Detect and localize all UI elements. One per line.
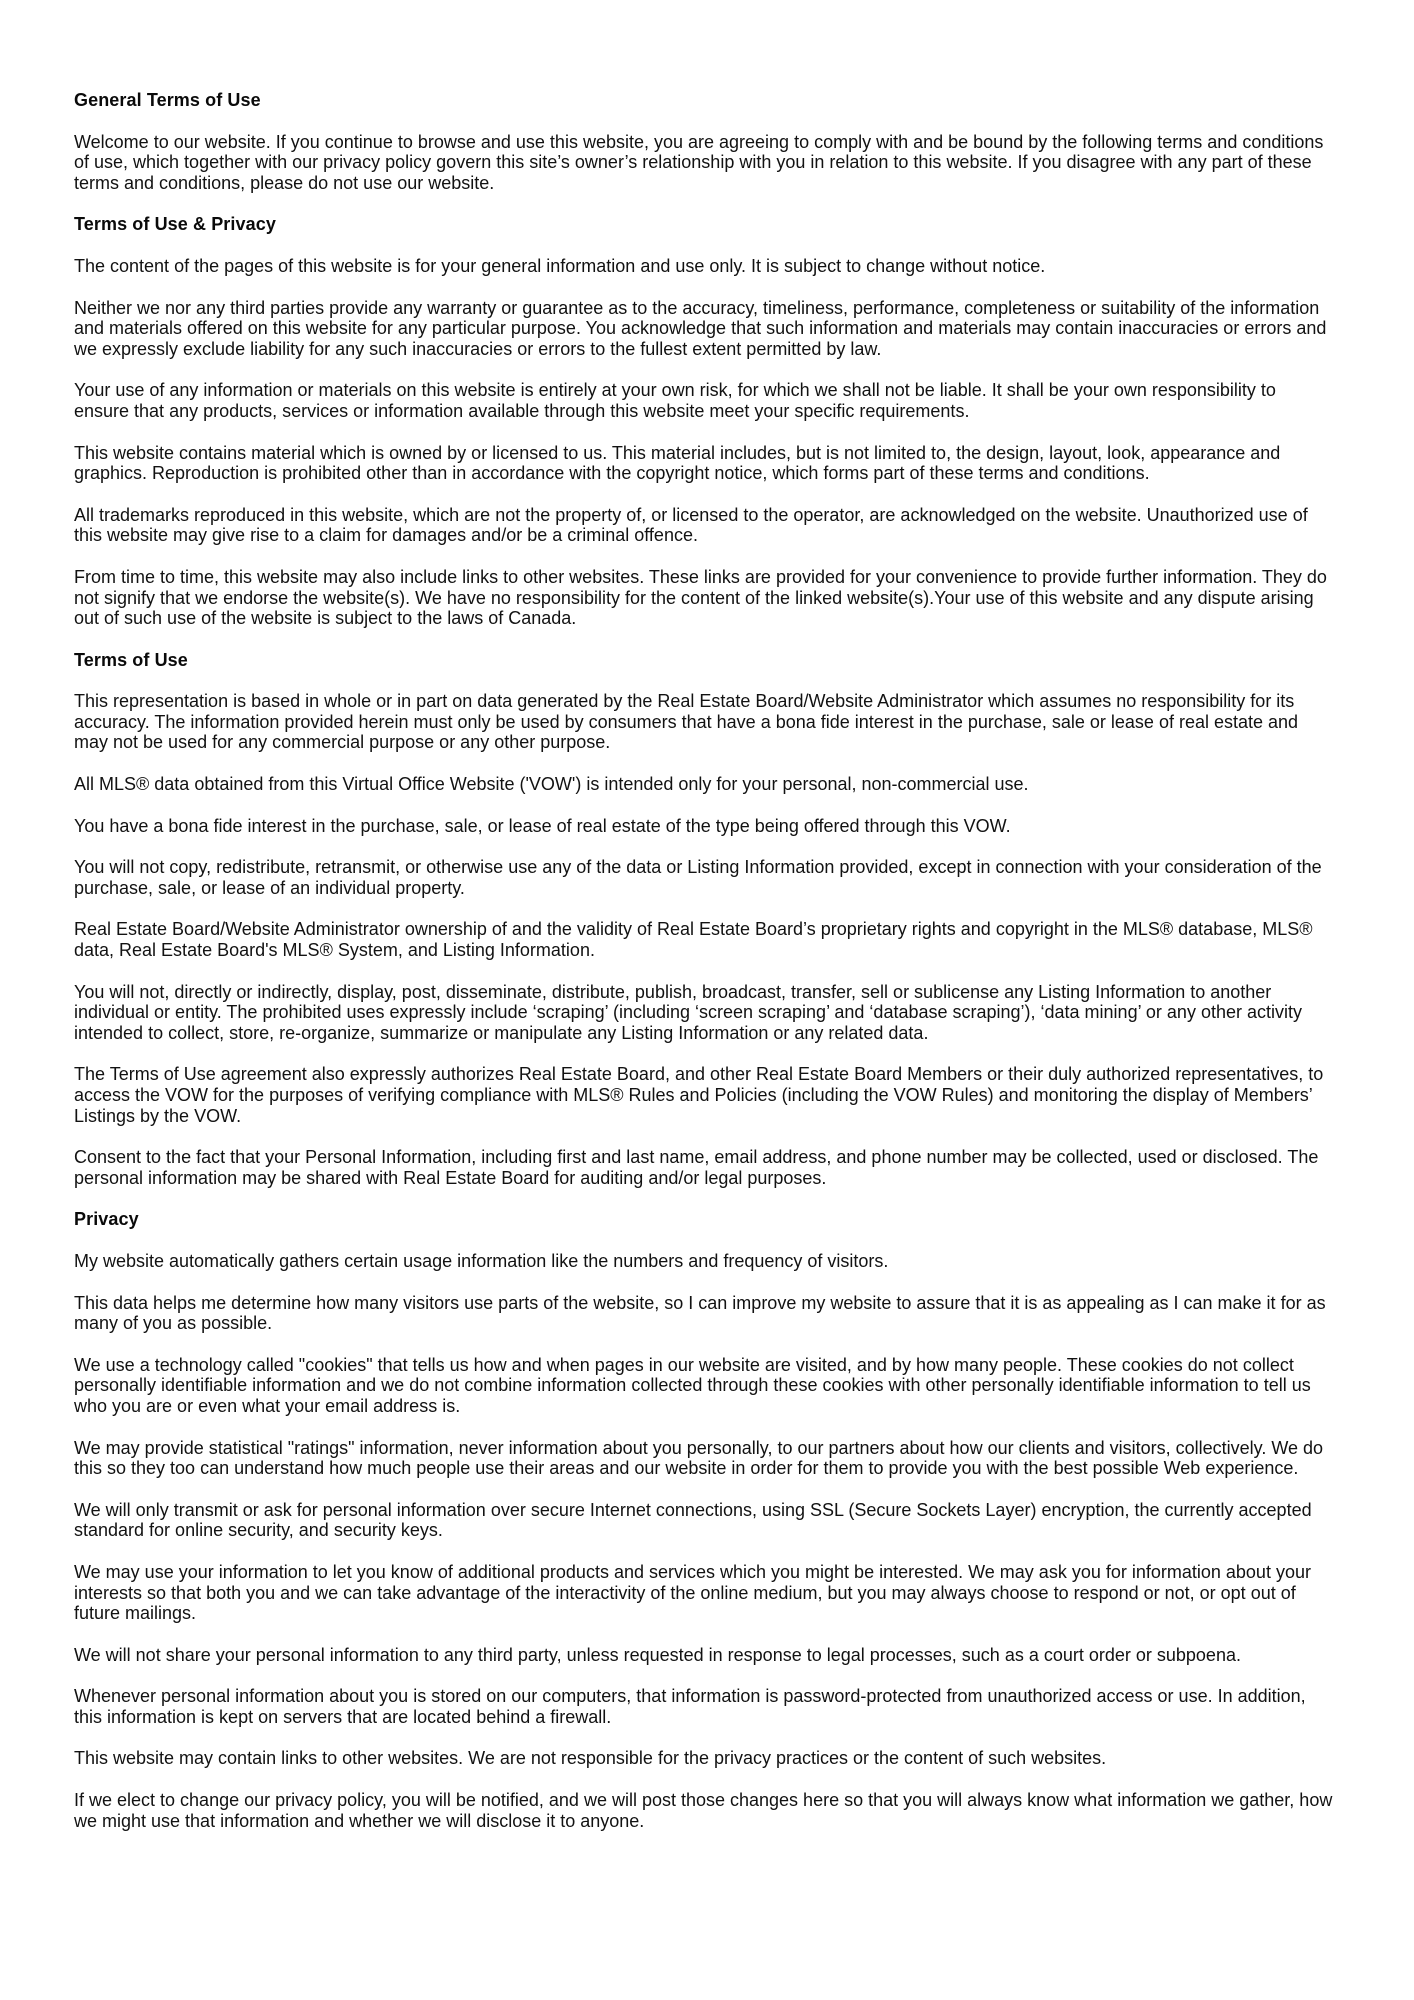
paragraph: We may provide statistical "ratings" information, never information about you personally, to our partners about how our clients and visitors, collectively. We do this so they too can understand how much people use their areas and our website in order for them to provide you with the best possible Web experience.: [74, 1437, 1324, 1479]
paragraph: From time to time, this website may also include links to other websites. These links are provided for your convenience to provide further information. They do not signify that we endorse the website(s). We have no responsibility for the content of the linked website(s).Your use of this website and any dispute arising out of such use of the website is subject to the laws of Canada.: [74, 566, 1327, 629]
section-heading: Terms of Use & Privacy: [74, 214, 276, 235]
paragraph: This website may contain links to other websites. We are not responsible for the privacy practices or the content of such websites.: [74, 1748, 1107, 1769]
paragraph: The Terms of Use agreement also expressly authorizes Real Estate Board, and other Real Estate Board Members or their duly authorized representatives, to access the VOW for the purposes of verifying compliance with MLS® Rules and Policies (including the VOW Rules) and monitoring the display of Members’ Listings by the VOW.: [74, 1064, 1324, 1126]
section-terms-of-use-and-privacy: [74, 214, 1334, 628]
paragraph: We will only transmit or ask for personal information over secure Internet connections, using SSL (Secure Sockets Layer) encryption, the currently accepted standard for online security, and security keys.: [74, 1499, 1312, 1541]
paragraph: The content of the pages of this website is for your general information and use only. It is subject to change without notice.: [74, 255, 1046, 276]
paragraph: All trademarks reproduced in this website, which are not the property of, or licensed to the operator, are acknowledged on the website. Unauthorized use of this website may give rise to a claim for damages and/or be a criminal offence.: [74, 504, 1308, 546]
paragraph: Neither we nor any third parties provide any warranty or guarantee as to the accuracy, timeliness, performance, completeness or suitability of the information and materials offered on this website for any particular purpose. You acknowledge that such information and materials may contain inaccuracies or errors and we expressly exclude liability for any such inaccuracies or errors to the fullest extent permitted by law.: [74, 297, 1327, 359]
paragraph: We may use your information to let you know of additional products and services which you might be interested. We may ask you for information about your interests so that both you and we can take advantage of the interactivity of the online medium, but you may always choose to respond or not, or opt out of future mailings.: [74, 1561, 1311, 1624]
paragraph: This representation is based in whole or in part on data generated by the Real Estate Board/Website Administrator which assumes no responsibility for its accuracy. The information provided herein must only be used by consumers that have a bona fide interest in the purchase, sale or lease of real estate and may not be used for any commercial purpose or any other purpose.: [74, 691, 1299, 753]
page-title: General Terms of Use: [74, 90, 261, 110]
paragraph: Consent to the fact that your Personal Information, including first and last name, email address, and phone number may be collected, used or disclosed. The personal information may be shared with Real Estate Board for auditing and/or legal purposes.: [74, 1147, 1319, 1188]
section-general-terms-of-use: [74, 90, 1334, 193]
paragraph: If we elect to change our privacy policy, you will be notified, and we will post those changes here so that you will always know what information we gather, how we might use that information and whether we will disclose it to anyone.: [74, 1790, 1333, 1831]
paragraph: You will not copy, redistribute, retransmit, or otherwise use any of the data or Listing Information provided, except in connection with your consideration of the purchase, sale, or lease of an individual property.: [74, 857, 1322, 898]
section-privacy: [74, 1209, 1334, 1831]
section-terms-of-use: [74, 650, 1334, 1189]
paragraph: We use a technology called "cookies" that tells us how and when pages in our website are visited, and by how many people. These cookies do not collect personally identifiable information and we do not combine information collected through these cookies with other personally identifiable information to tell us who you are or even what your email address is.: [74, 1354, 1311, 1416]
paragraph: All MLS® data obtained from this Virtual Office Website ('VOW') is intended only for your personal, non-commercial use.: [74, 774, 1029, 795]
section-heading: Terms of Use: [74, 649, 188, 670]
section-heading: Privacy: [74, 1209, 139, 1230]
paragraph: Welcome to our website. If you continue to browse and use this website, you are agreeing to comply with and be bound by the following terms and conditions of use, which together with our privacy policy govern this site’s owner’s relationship with you in relation to this website. If you disagree with any part of these terms and conditions, please do not use our website.: [74, 131, 1324, 193]
paragraph: Real Estate Board/Website Administrator ownership of and the validity of Real Estate Board’s proprietary rights and copyright in the MLS® database, MLS® data, Real Estate Board's MLS® System, and Listing Information.: [74, 919, 1313, 961]
paragraph: You will not, directly or indirectly, display, post, disseminate, distribute, publish, broadcast, transfer, sell or sublicense any Listing Information to another individual or entity. The prohibited uses expressly include ‘scraping’ (including ‘screen scraping’ and ‘database scraping’), ‘data mining’ or any other activity intended to collect, store, re-organize, summarize or manipulate any Listing Information or any related data.: [74, 981, 1302, 1043]
paragraph: We will not share your personal information to any third party, unless requested in response to legal processes, such as a court order or subpoena.: [74, 1644, 1241, 1665]
paragraph: Whenever personal information about you is stored on our computers, that information is password-protected from unauthorized access or use. In addition, this information is kept on servers that are located behind a firewall.: [74, 1686, 1306, 1727]
paragraph: My website automatically gathers certain usage information like the numbers and frequency of visitors.: [74, 1250, 889, 1271]
paragraph: Your use of any information or materials on this website is entirely at your own risk, for which we shall not be liable. It shall be your own responsibility to ensure that any products, services or information available through this website meet your specific requirements.: [74, 380, 1276, 421]
paragraph: This website contains material which is owned by or licensed to us. This material includes, but is not limited to, the design, layout, look, appearance and graphics. Reproduction is prohibited other than in accordance with the copyright notice, which forms part of these terms and conditions.: [74, 442, 1281, 484]
paragraph: This data helps me determine how many visitors use parts of the website, so I can improve my website to assure that it is as appealing as I can make it for as many of you as possible.: [74, 1292, 1326, 1334]
paragraph: You have a bona fide interest in the purchase, sale, or lease of real estate of the type being offered through this VOW.: [74, 815, 1011, 836]
